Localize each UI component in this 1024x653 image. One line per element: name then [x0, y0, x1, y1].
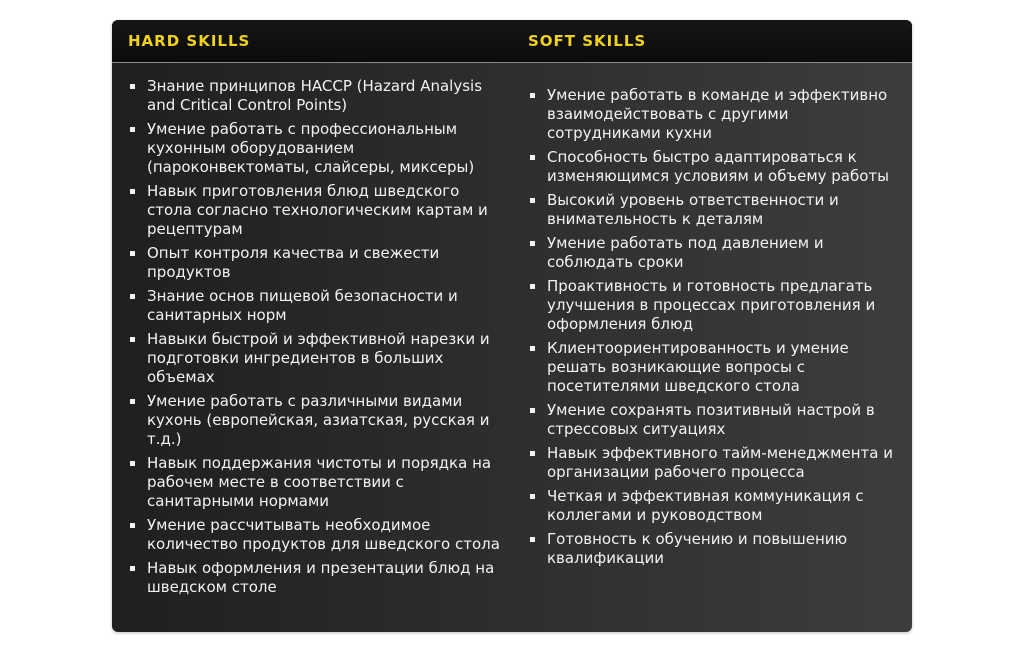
list-item-text: Умение работать под давлением и соблюдать сроки — [547, 234, 824, 271]
list-item-text: Способность быстро адаптироваться к изменяющимся условиям и объему работы — [547, 148, 889, 185]
list-item-text: Навыки быстрой и эффективной нарезки и подготовки ингредиентов в больших объемах — [147, 330, 490, 386]
list-item — [528, 234, 904, 272]
list-item-text: Знание основ пищевой безопасности и санитарных норм — [147, 287, 458, 324]
list-item-text: Умение сохранять позитивный настрой в стрессовых ситуациях — [547, 401, 875, 438]
list-item — [528, 487, 904, 525]
bullet-icon — [530, 198, 535, 203]
list-item-text: Опыт контроля качества и свежести продуктов — [147, 244, 440, 281]
list-item — [528, 530, 904, 568]
bullet-icon — [530, 494, 535, 499]
hard-skills-list — [128, 77, 504, 602]
bullet-icon — [530, 346, 535, 351]
bullet-icon — [530, 284, 535, 289]
list-item-text: Умение рассчитывать необходимое количество продуктов для шведского стола — [147, 516, 500, 553]
list-item — [528, 277, 904, 334]
list-item — [128, 77, 504, 115]
list-item — [128, 244, 504, 282]
list-item — [528, 148, 904, 186]
bullet-icon — [130, 566, 135, 571]
bullet-icon — [130, 461, 135, 466]
list-item-text: Умение работать с профессиональным кухонным оборудованием (пароконвектоматы, слайсеры, миксеры) — [147, 120, 475, 176]
list-item — [528, 401, 904, 439]
bullet-icon — [130, 337, 135, 342]
list-item — [128, 182, 504, 239]
list-item-text: Проактивность и готовность предлагать улучшения в процессах приготовления и оформления блюд — [547, 277, 876, 333]
soft-skills-list — [528, 86, 904, 573]
list-item-text: Знание принципов HACCP (Hazard Analysis and Critical Control Points) — [147, 77, 483, 114]
list-item — [528, 444, 904, 482]
list-item-text: Готовность к обучению и повышению квалификации — [547, 530, 848, 567]
list-item — [128, 330, 504, 387]
bullet-icon — [130, 251, 135, 256]
list-item-text: Умение работать в команде и эффективно взаимодействовать с другими сотрудниками кухни — [547, 86, 888, 142]
list-item — [128, 454, 504, 511]
bullet-icon — [530, 451, 535, 456]
bullet-icon — [530, 537, 535, 542]
bullet-icon — [530, 241, 535, 246]
list-item — [128, 120, 504, 177]
list-item-text: Навык оформления и презентации блюд на шведском столе — [147, 559, 495, 596]
list-item-text: Умение работать с различными видами кухонь (европейская, азиатская, русская и т.д.) — [147, 392, 490, 448]
bullet-icon — [130, 294, 135, 299]
list-item-text: Навык эффективного тайм-менеджмента и организации рабочего процесса — [547, 444, 893, 481]
skills-table — [112, 20, 912, 632]
list-item — [528, 191, 904, 229]
bullet-icon — [130, 523, 135, 528]
bullet-icon — [130, 399, 135, 404]
list-item — [128, 392, 504, 449]
soft-skills-heading: SOFT SKILLS — [528, 32, 647, 50]
list-item-text: Навык приготовления блюд шведского стола согласно технологическим картам и рецептурам — [147, 182, 488, 238]
table-header — [112, 20, 912, 63]
list-item-text: Высокий уровень ответственности и внимательность к деталям — [547, 191, 839, 228]
list-item-text: Навык поддержания чистоты и порядка на рабочем месте в соответствии с санитарными нормами — [147, 454, 492, 510]
bullet-icon — [530, 155, 535, 160]
list-item — [528, 339, 904, 396]
bullet-icon — [130, 189, 135, 194]
list-item — [128, 559, 504, 597]
list-item — [128, 287, 504, 325]
bullet-icon — [530, 408, 535, 413]
list-item-text: Клиентоориентированность и умение решать возникающие вопросы с посетителями шведского стола — [547, 339, 849, 395]
bullet-icon — [130, 127, 135, 132]
hard-skills-heading: HARD SKILLS — [128, 32, 251, 50]
bullet-icon — [130, 84, 135, 89]
bullet-icon — [530, 93, 535, 98]
list-item-text: Четкая и эффективная коммуникация с коллегами и руководством — [547, 487, 864, 524]
list-item — [528, 86, 904, 143]
list-item — [128, 516, 504, 554]
